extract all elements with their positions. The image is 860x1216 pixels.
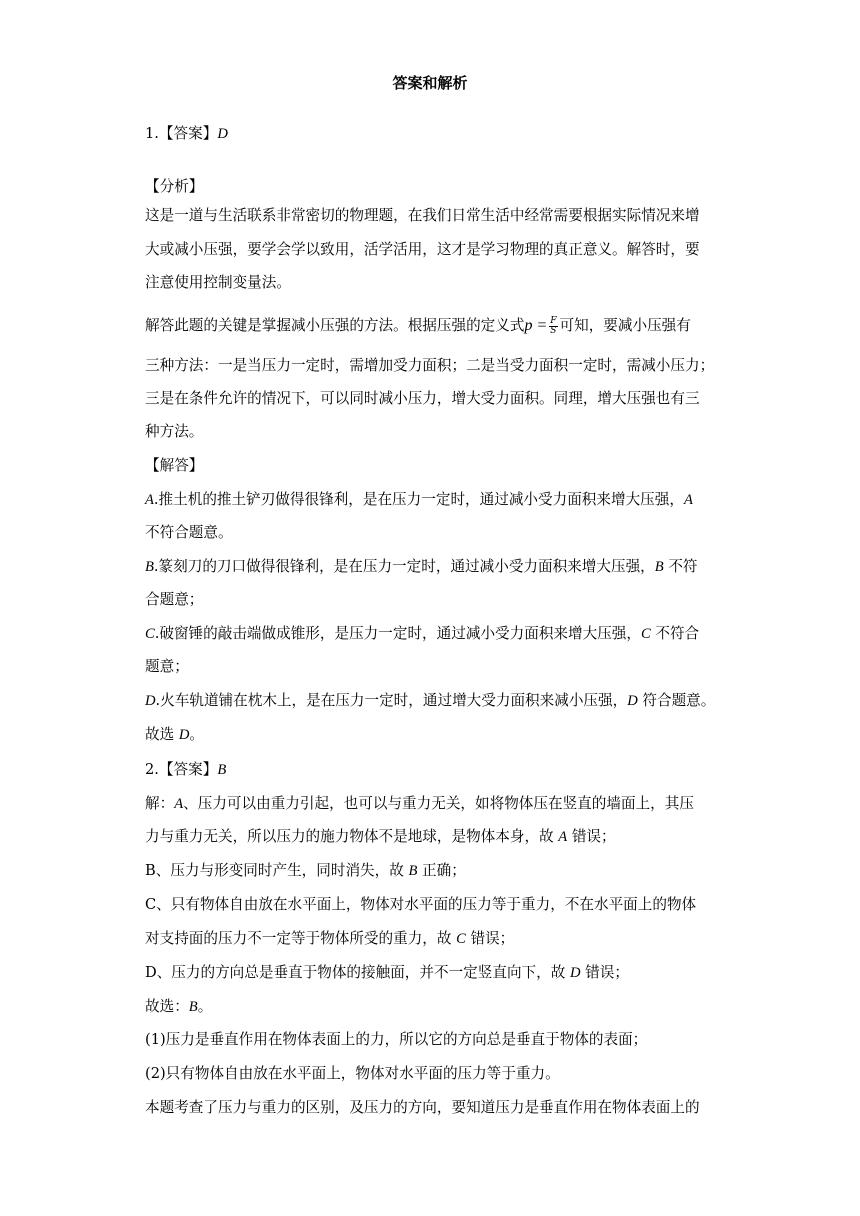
option-d-tail: 符合题意。 xyxy=(637,692,716,709)
q1-answer-line xyxy=(145,124,228,144)
option-a-text: .推土机的推土铲刃做得很锋利，是在压力一定时，通过减小受力面积来增大压强， xyxy=(153,491,684,508)
q2-b-line xyxy=(145,861,466,881)
q1-conclusion-suffix: 。 xyxy=(189,726,204,743)
q2-d-text-b: 错误； xyxy=(580,964,629,981)
option-d-text: .火车轨道铺在枕木上，是在压力一定时，通过增大受力面积来减小压强， xyxy=(155,692,628,709)
q2-b-letter: B xyxy=(408,863,418,879)
q2-conclusion-suffix: 。 xyxy=(197,998,213,1015)
formula-before: 解答此题的关键是掌握减小压强的方法。根据压强的定义式 xyxy=(145,317,525,334)
q1-analysis-line-3: 注意使用控制变量法。 xyxy=(145,274,291,291)
formula-lhs: p = xyxy=(524,317,548,334)
q1-answer-prefix: 1.【答案】 xyxy=(145,125,218,142)
q1-option-b-line-2: 合题意； xyxy=(145,591,204,608)
q2-answer-line xyxy=(145,760,226,780)
q2-a-text-1: 、压力可以由重力引起，也可以与重力无关，如将物体压在竖直的墙面上，其压 xyxy=(183,795,694,812)
option-b-end-letter: B xyxy=(654,559,664,575)
option-b-text: .篆刻刀的刀口做得很锋利，是在压力一定时，通过减小受力面积来增大压强， xyxy=(153,558,655,575)
q1-conclusion xyxy=(145,725,204,745)
q2-b-text-a: B、压力与形变同时产生，同时消失，故 xyxy=(145,862,409,879)
q2-c-text-2a: 对支持面的压力不一定等于物体所受的重力，故 xyxy=(145,930,457,947)
q1-option-b-line-1 xyxy=(145,557,698,577)
q2-d-letter: D xyxy=(569,965,581,981)
q1-analysis-label: 【分析】 xyxy=(145,178,204,195)
q1-option-c-line-2: 题意； xyxy=(145,658,189,675)
q1-conclusion-prefix: 故选 xyxy=(145,726,179,743)
q2-c-letter: C xyxy=(456,931,466,947)
page-title: 答案和解析 xyxy=(392,74,468,92)
q2-a-line-1 xyxy=(145,794,694,814)
q2-a-line-2 xyxy=(145,827,616,847)
option-a-end-letter: A xyxy=(683,492,693,508)
q2-a-prefix: 解： xyxy=(145,795,175,812)
option-c-tail: 不符合 xyxy=(650,625,700,642)
option-d-letter: D xyxy=(145,693,156,709)
q1-option-c-line-1 xyxy=(145,624,699,644)
formula-after: 可知，要减小压强有 xyxy=(559,317,691,334)
q1-option-a-line-2: 不符合题意。 xyxy=(145,524,233,541)
q1-method-line-1: 三种方法：一是当压力一定时，需增加受力面积；二是当受力面积一定时，需减小压力； xyxy=(145,357,715,374)
q1-option-a-line-1 xyxy=(145,490,693,510)
q2-a-text-2a: 力与重力无关，所以压力的施力物体不是地球，是物体本身，故 xyxy=(145,828,559,845)
formula-fraction xyxy=(549,317,557,336)
q1-analysis-line-2: 大或减小压强，要学会学以致用，活学活用，这才是学习物理的真正意义。解答时，要 xyxy=(145,241,700,258)
option-d-end-letter: D xyxy=(627,693,638,709)
q2-c-line-1: C、只有物体自由放在水平面上，物体对水平面的压力等于重力，不在水平面上的物体 xyxy=(145,896,697,913)
option-b-tail: 不符 xyxy=(663,558,698,575)
q1-option-d-line-1 xyxy=(145,691,715,711)
q2-a-text-2b: 错误； xyxy=(567,828,616,845)
q1-solution-label: 【解答】 xyxy=(145,457,204,474)
q2-a-letter: A xyxy=(174,796,184,812)
formula-denominator: S xyxy=(550,325,557,336)
option-c-text: .破窗锤的敲击端做成锥形，是压力一定时，通过减小受力面积来增大压强， xyxy=(154,625,641,642)
q2-answer-letter: B xyxy=(217,762,227,778)
q2-summary: 本题考查了压力与重力的区别，及压力的方向，要知道压力是垂直作用在物体表面上的 xyxy=(145,1099,700,1116)
option-b-letter: B xyxy=(145,559,154,575)
q2-note-1: (1)压力是垂直作用在物体表面上的力，所以它的方向总是垂直于物体的表面； xyxy=(145,1031,648,1048)
option-c-end-letter: C xyxy=(640,626,651,642)
q1-answer-letter: D xyxy=(217,126,228,142)
q2-c-line-2 xyxy=(145,929,514,949)
q1-formula-line xyxy=(145,316,691,336)
q1-method-line-3: 种方法。 xyxy=(145,423,204,440)
q2-c-text-2b: 错误； xyxy=(465,930,515,947)
q2-answer-prefix: 2.【答案】 xyxy=(145,761,218,778)
q2-note-2: (2)只有物体自由放在水平面上，物体对水平面的压力等于重力。 xyxy=(145,1065,560,1082)
q2-conclusion-prefix: 故选： xyxy=(145,998,189,1015)
q2-conclusion xyxy=(145,997,212,1017)
q1-conclusion-letter: D xyxy=(178,727,190,743)
q1-analysis-line-1: 这是一道与生活联系非常密切的物理题，在我们日常生活中经常需要根据实际情况来增 xyxy=(145,207,700,224)
q2-a-letter-2: A xyxy=(558,829,568,845)
option-a-letter: A xyxy=(145,492,154,508)
formula-numerator: F xyxy=(550,315,557,326)
q1-method-line-2: 三是在条件允许的情况下，可以同时减小压力，增大受力面积。同理，增大压强也有三 xyxy=(145,390,700,407)
q2-conclusion-letter: B xyxy=(188,999,198,1015)
q2-d-text-a: D、压力的方向总是垂直于物体的接触面，并不一定竖直向下，故 xyxy=(145,964,570,981)
q2-d-line xyxy=(145,963,629,983)
q2-b-text-b: 正确； xyxy=(417,862,466,879)
option-c-letter: C xyxy=(145,626,155,642)
